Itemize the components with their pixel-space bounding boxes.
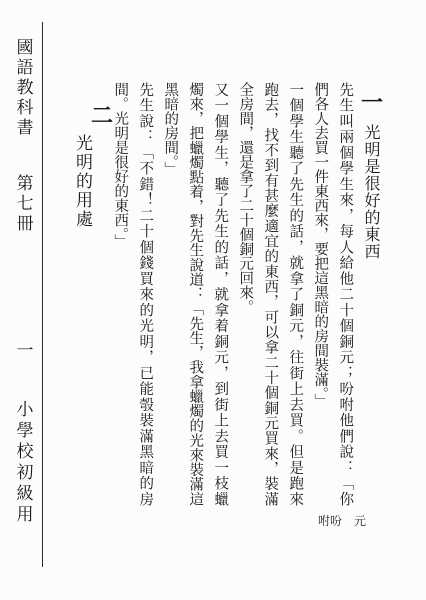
- page-number: 一: [12, 341, 33, 358]
- text-column: 全房間，還是拿了二十個銅元回來。: [237, 82, 254, 314]
- new-words-note: 咐吩 元: [318, 514, 367, 528]
- margin-rule: [42, 22, 43, 567]
- lesson-1-title: 光明是很好的東西: [362, 124, 381, 260]
- text-column: 跑去，找不到有甚麼適宜的東西，可以拿二十個銅元買來，裝滿: [262, 82, 279, 506]
- text-column: 們各人去買一件東西來，要把這黑暗的房間裝滿。」: [312, 82, 329, 409]
- lesson-2-title: 光明的用處: [72, 134, 92, 229]
- lesson-1-number: 一: [361, 90, 384, 116]
- text-column: 又一個學生，聽了先生的話，就拿着銅元，到街上去買一枝蠟: [212, 82, 229, 506]
- text-column: 一個學生聽了先生的話，就拿了銅元，往街上去買。但是跑來: [287, 82, 304, 506]
- lesson-2-number: 二: [91, 103, 114, 129]
- volume-label: 第七冊: [12, 174, 33, 234]
- book-title: 國語教科書: [12, 38, 33, 138]
- grade-label: 小學校初級用: [12, 400, 33, 526]
- text-column: 黑暗的房間。」: [162, 82, 179, 177]
- text-column: 先生叫兩個學生來，每人給他二十個銅元；吩咐他們說：「你: [337, 82, 354, 506]
- text-column: 燭來，把蠟燭點着，對先生說道：「先生，我拿蠟燭的光來裝滿這: [187, 82, 204, 506]
- text-column: 先生說：「不錯！二十個錢買來的光明，已能彀裝滿黑暗的房: [137, 82, 154, 506]
- text-column: 間。光明是很好的東西。」: [112, 82, 129, 249]
